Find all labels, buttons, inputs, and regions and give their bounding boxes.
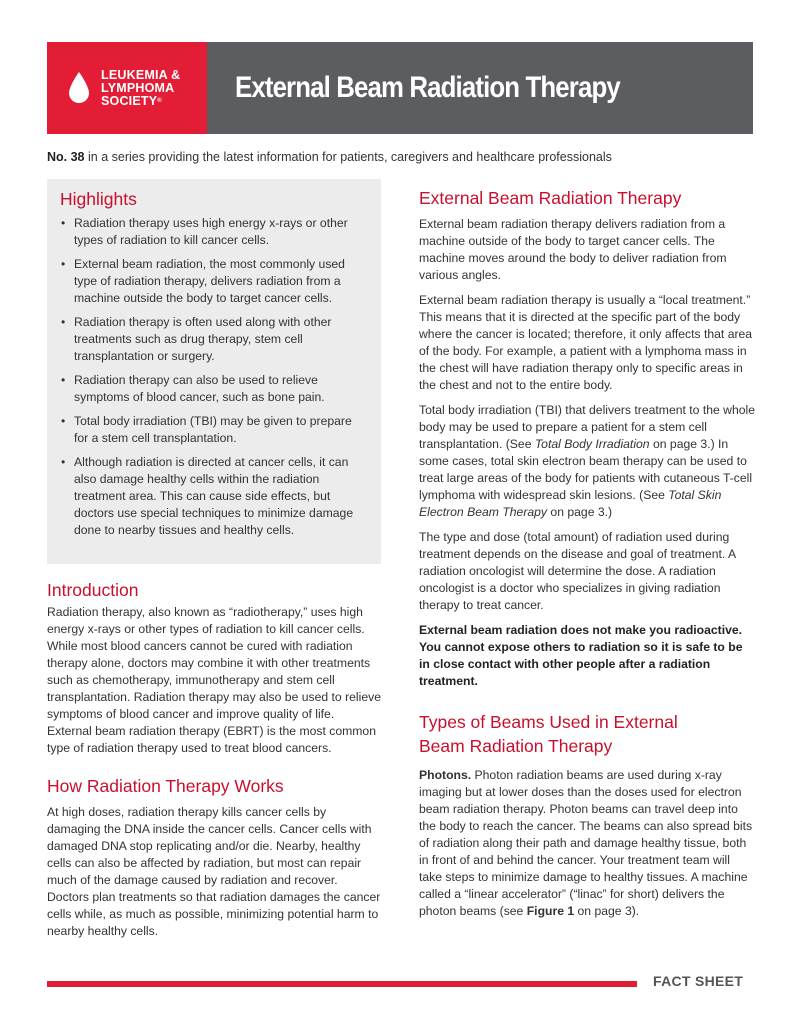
highlights-list: [60, 215, 369, 539]
photons-paragraph: [419, 767, 755, 920]
how-it-works-body: At high doses, radiation therapy kills cancer cells by damaging the DNA inside the cancer cells. Cancer cells with damaged DNA stop replicating and/or die. Nearby, healthy cells can also be affected by radiation, but most can repair much of the damage caused by radiation and recover. Doctors plan treatments so that radiation damages the cancer cells while, as much as possible, minimizing potential harm to nearby healthy cells.: [47, 805, 381, 938]
footer-bar: [47, 981, 637, 987]
list-item: • Total body irradiation (TBI) may be given to prepare for a stem cell transplantation.: [60, 413, 369, 447]
list-item: • External beam radiation, the most commonly used type of radiation therapy, delivers radiation from a machine outside the body to target cancer cells.: [60, 256, 369, 307]
ebrt-paragraph-1: External beam radiation therapy delivers radiation from a machine outside of the body to target cancer cells. The machine moves around the body to deliver radiation from various angles.: [419, 217, 727, 282]
ebrt-bold-note: External beam radiation does not make you radioactive. You cannot expose others to radiation so it is safe to be in close contact with other people after a radiation treatment.: [419, 623, 743, 688]
how-it-works-section: [47, 775, 381, 940]
fact-sheet-label: FACT SHEET: [653, 973, 744, 989]
photons-end: on page 3).: [574, 904, 640, 918]
logo-line-2: LYMPHOMA: [101, 80, 175, 95]
ebrt-p3-text-b: on page 3.) In some cases, total skin electron beam therapy can be used to treat large areas of the body for patients with cutaneous T-cell lymphoma with widespread skin lesions. (See: [419, 437, 753, 502]
photons-text: Photon radiation beams are used during x-ray imaging but at lower doses than the doses used for electron beam radiation therapy. Photon beams can travel deep into the body to reach the cancer. The beams can also spread bits of radiation along their path and damage healthy tissue, both in front of and behind the cancer. Your treatment team will take steps to minimize damage to healthy tissues. A machine called a “linear accelerator” (“linac” for short) delivers the photon beams (see: [419, 768, 753, 918]
series-number: No. 38: [47, 150, 85, 164]
introduction-body: Radiation therapy, also known as “radiotherapy,” uses high energy x-rays or other types of radiation to kill cancer cells. While most blood cancers cannot be cured with radiation therapy alone, doctors may combine it with other treatments such as chemotherapy, immunotherapy and stem cell transplantation. Radiation therapy may also be used to relieve symptoms of blood cancer and improve quality of life. External beam radiation therapy (EBRT) is the most common type of radiation therapy used to treat blood cancers.: [47, 605, 382, 755]
tbi-reference: Total Body Irradiation: [534, 437, 650, 451]
right-column: [419, 179, 755, 928]
logo-line-1: LEUKEMIA &: [101, 67, 181, 82]
ebrt-p3-text-c: on page 3.): [547, 505, 613, 519]
ebrt-p3-text-a: Total body irradiation (TBI) that delivers treatment to the whole body may be used to prepare a patient for a stem cell transplantation. (See: [419, 403, 755, 451]
logo-text: [101, 69, 180, 108]
how-it-works-heading: How Radiation Therapy Works: [47, 776, 284, 796]
list-item: • Radiation therapy is often used along with other treatments such as drug therapy, stem cell transplantation or surgery.: [60, 314, 369, 365]
beams-heading-line-1: Types of Beams Used in External: [419, 712, 678, 732]
list-item: • Although radiation is directed at cancer cells, it can also damage healthy cells within the radiation treatment area. This can cause side effects, but doctors use special techniques to minimize damage done to nearby tissues and healthy cells.: [60, 454, 369, 539]
lls-logo: [47, 42, 207, 134]
ebrt-paragraph-4: The type and dose (total amount) of radiation used during treatment depends on the disease and goal of treatment. A radiation oncologist will determine the dose. A radiation oncologist is a doctor who specializes in giving radiation therapy to treat cancer.: [419, 530, 736, 612]
introduction-section: [47, 579, 381, 757]
title-box: [207, 42, 753, 134]
logo-line-3: SOCIETY: [101, 93, 158, 108]
photons-label: Photons.: [419, 768, 472, 782]
page-title: External Beam Radiation Therapy: [235, 71, 620, 104]
tsebt-reference: Total Skin Electron Beam Therapy: [419, 488, 722, 519]
highlights-heading: Highlights: [60, 189, 137, 209]
list-item: • Radiation therapy uses high energy x-rays or other types of radiation to kill cancer cells.: [60, 215, 369, 249]
highlights-box: [47, 179, 381, 564]
beams-heading-line-2: Beam Radiation Therapy: [419, 736, 613, 756]
ebrt-heading: External Beam Radiation Therapy: [419, 188, 682, 208]
ebrt-paragraph-2: External beam radiation therapy is usually a “local treatment.” This means that it is directed at the specific part of the body where the cancer is located; therefore, it only affects that area of the body. For example, a patient with a lymphoma mass in the chest will have radiation therapy only to specific areas in the chest and not to the entire body.: [419, 293, 753, 392]
blood-drop-icon: [67, 71, 91, 105]
list-item: • Radiation therapy can also be used to relieve symptoms of blood cancer, such as bone pain.: [60, 372, 369, 406]
left-column: [47, 179, 381, 940]
series-text: in a series providing the latest information for patients, caregivers and healthcare professionals: [84, 150, 612, 164]
ebrt-paragraph-3: [419, 402, 755, 521]
series-line: [47, 150, 612, 164]
beams-heading: [419, 710, 755, 758]
figure-reference: Figure 1: [526, 904, 575, 918]
introduction-heading: Introduction: [47, 580, 139, 600]
registered-mark: ®: [157, 97, 162, 104]
header-banner: [47, 42, 753, 134]
